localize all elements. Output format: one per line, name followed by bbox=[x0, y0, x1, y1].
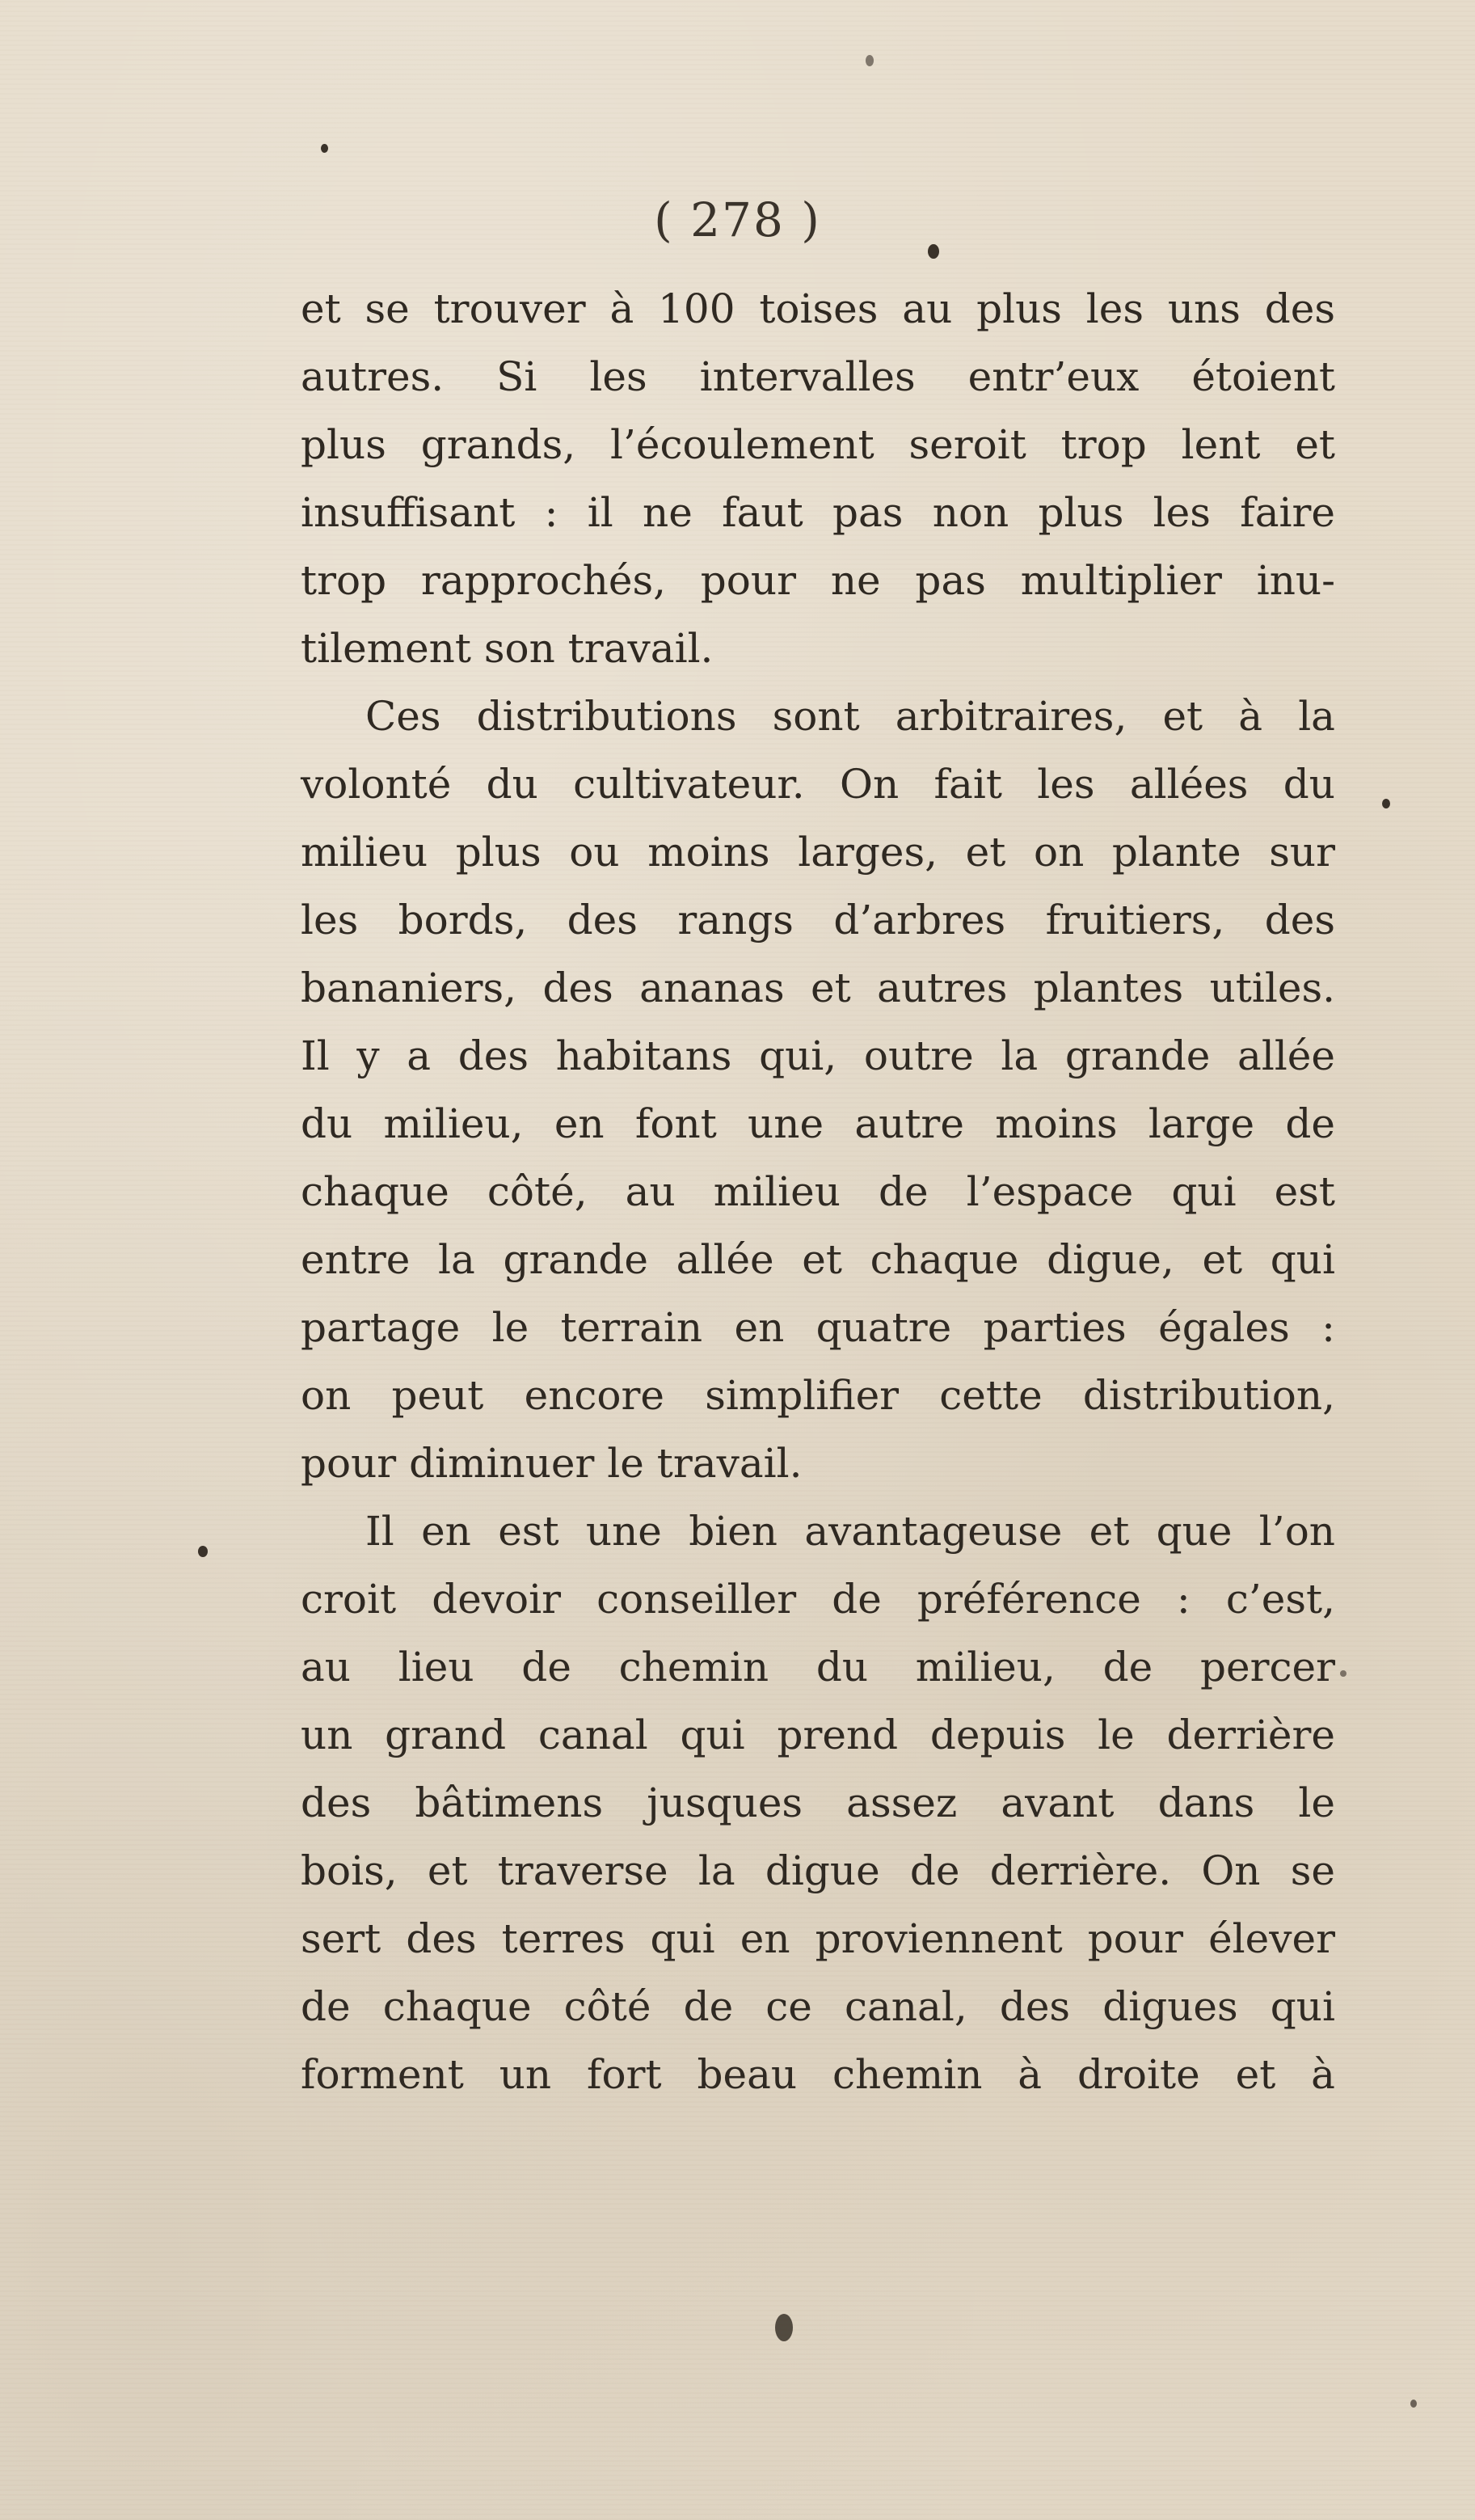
ink-spot bbox=[866, 55, 874, 66]
ink-spot bbox=[775, 2314, 793, 2341]
page-number: ( 278 ) bbox=[654, 192, 821, 247]
body-text bbox=[301, 275, 1335, 2108]
text-line: Ces distributions sont arbitraires, et à la bbox=[365, 693, 1335, 740]
text-line: bananiers, des ananas et autres plantes utiles. bbox=[301, 965, 1335, 1011]
ink-spot bbox=[321, 144, 328, 153]
text-line: les bords, des rangs d’arbres fruitiers, des bbox=[301, 897, 1335, 943]
text-line: partage le terrain en quatre parties égales : bbox=[301, 1304, 1335, 1351]
text-line: des bâtimens jusques assez avant dans le bbox=[301, 1779, 1335, 1826]
text-line: pour diminuer le travail. bbox=[301, 1440, 803, 1487]
text-line: du milieu, en font une autre moins large de bbox=[301, 1100, 1335, 1147]
text-line: de chaque côté de ce canal, des digues qui bbox=[301, 1983, 1335, 2030]
text-line: et se trouver à 100 toises au plus les uns des bbox=[301, 285, 1335, 332]
text-line: volonté du cultivateur. On fait les allées du bbox=[301, 761, 1335, 808]
text-line: entre la grande allée et chaque digue, et qui bbox=[301, 1236, 1335, 1283]
text-line: sert des terres qui en proviennent pour élever bbox=[301, 1915, 1335, 1962]
text-line: Il y a des habitans qui, outre la grande allée bbox=[301, 1032, 1335, 1079]
text-line: plus grands, l’écoulement seroit trop lent et bbox=[301, 421, 1335, 468]
text-line: milieu plus ou moins larges, et on plante sur bbox=[301, 829, 1335, 876]
text-line: chaque côté, au milieu de l’espace qui est bbox=[301, 1168, 1335, 1215]
text-line: forment un fort beau chemin à droite et à bbox=[301, 2051, 1335, 2098]
text-line: au lieu de chemin du milieu, de percer bbox=[301, 1644, 1335, 1691]
text-line: autres. Si les intervalles entr’eux étoient bbox=[301, 353, 1335, 400]
text-line: tilement son travail. bbox=[301, 625, 714, 672]
ink-spot bbox=[1340, 1670, 1346, 1677]
text-line: croit devoir conseiller de préférence : c’est, bbox=[301, 1576, 1335, 1623]
text-line: trop rapprochés, pour ne pas multiplier inu- bbox=[301, 557, 1335, 604]
text-line: bois, et traverse la digue de derrière. On se bbox=[301, 1847, 1335, 1894]
ink-spot bbox=[1410, 2400, 1417, 2408]
text-line: on peut encore simplifier cette distribution, bbox=[301, 1372, 1335, 1419]
ink-spot bbox=[1382, 799, 1390, 808]
ink-spot bbox=[198, 1546, 208, 1557]
text-line: Il en est une bien avantageuse et que l’on bbox=[365, 1508, 1335, 1555]
text-line: insuffisant : il ne faut pas non plus les faire bbox=[301, 489, 1335, 536]
text-line: un grand canal qui prend depuis le derrière bbox=[301, 1712, 1335, 1758]
